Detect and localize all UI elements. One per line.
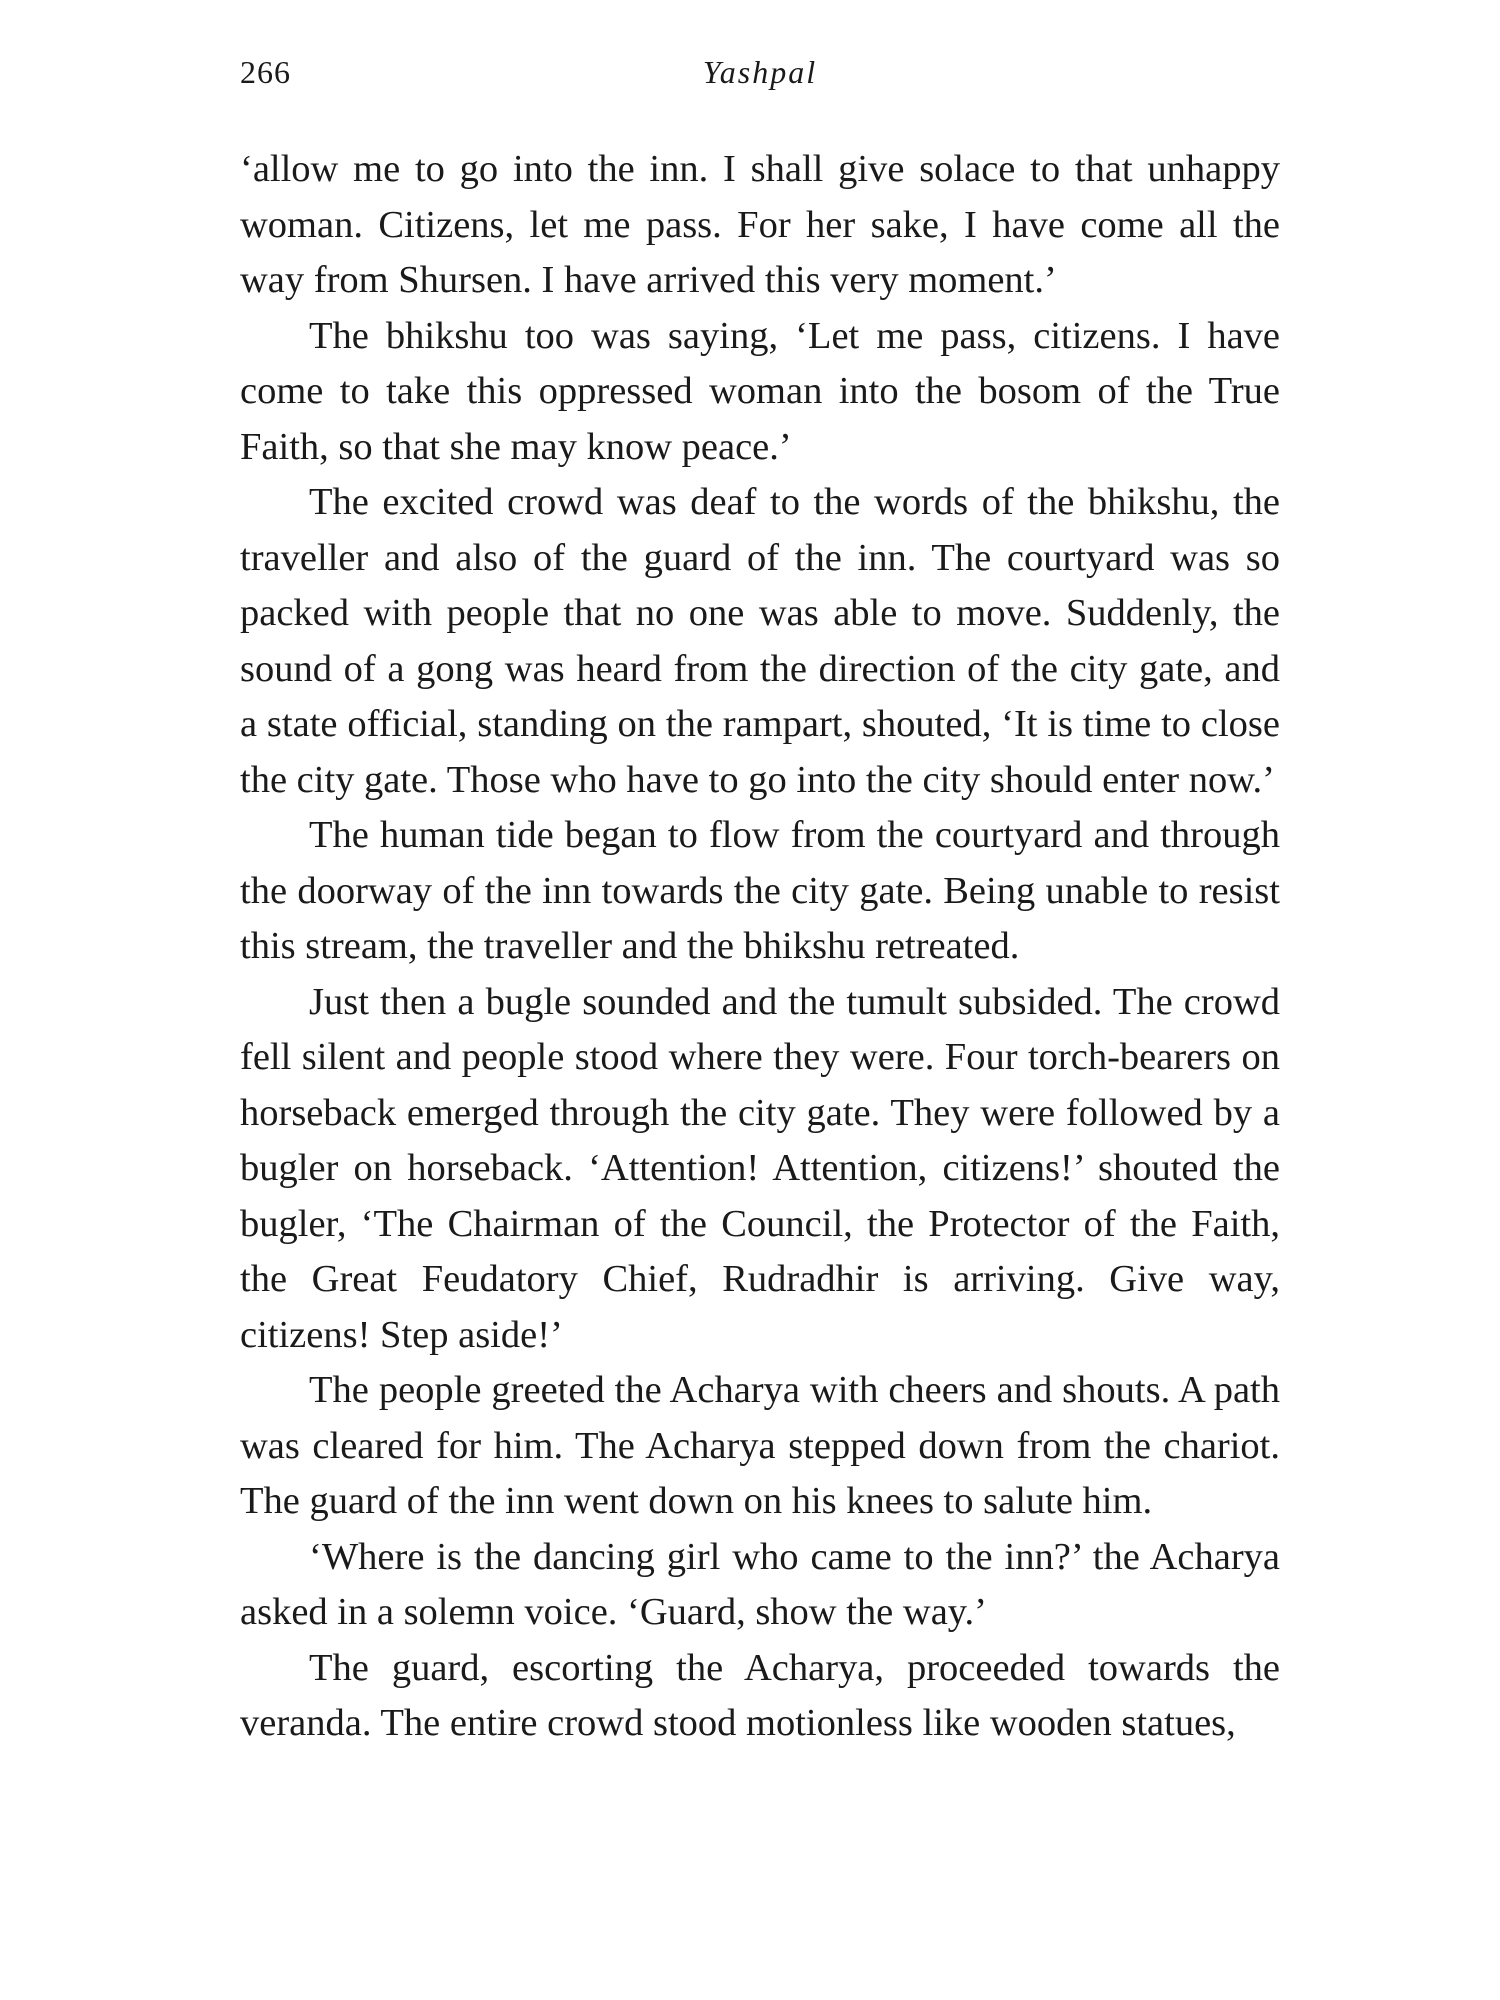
body-text [240,142,1280,1752]
page-header [240,54,1280,104]
running-head-author: Yashpal [702,54,818,90]
paragraph: The guard, escorting the Acharya, proceeded towards the veranda. The entire crowd stood motionless like wooden statues, [240,1646,1280,1744]
page-number: 266 [240,54,291,90]
paragraph: The excited crowd was deaf to the words of the bhikshu, the traveller and also of the guard of the inn. The courtyard was so packed with people that no one was able to move. Suddenly, the sound of a gong was heard from the direction of the city gate, and a state official, standing on the rampart, shouted, ‘It is time to close the city gate. Those who have to go into the city should enter now.’ [240,481,1280,801]
paragraph: The bhikshu too was saying, ‘Let me pass, citizens. I have come to take this oppressed woman into the bosom of the True Faith, so that she may know peace.’ [240,314,1280,468]
paragraph: The people greeted the Acharya with cheers and shouts. A path was cleared for him. The Acharya stepped down from the chariot. The guard of the inn went down on his knees to salute him. [240,1369,1280,1522]
paragraph: The human tide began to flow from the courtyard and through the doorway of the inn towards the city gate. Being unable to resist this stream, the traveller and the bhikshu retreated. [240,814,1280,967]
paragraph: ‘Where is the dancing girl who came to the inn?’ the Acharya asked in a solemn voice. ‘Guard, show the way.’ [240,1535,1280,1633]
paragraph: ‘allow me to go into the inn. I shall give solace to that unhappy woman. Citizens, let me pass. For her sake, I have come all the way from Shursen. I have arrived this very moment.’ [240,148,1280,301]
paragraph: Just then a bugle sounded and the tumult subsided. The crowd fell silent and people stood where they were. Four torch-bearers on horseback emerged through the city gate. They were followed by a bugler on horseback. ‘Attention! Attention, citizens!’ shouted the bugler, ‘The Chairman of the Council, the Protector of the Faith, the Great Feudatory Chief, Rudradhir is arriving. Give way, citizens! Step aside!’ [240,980,1280,1356]
